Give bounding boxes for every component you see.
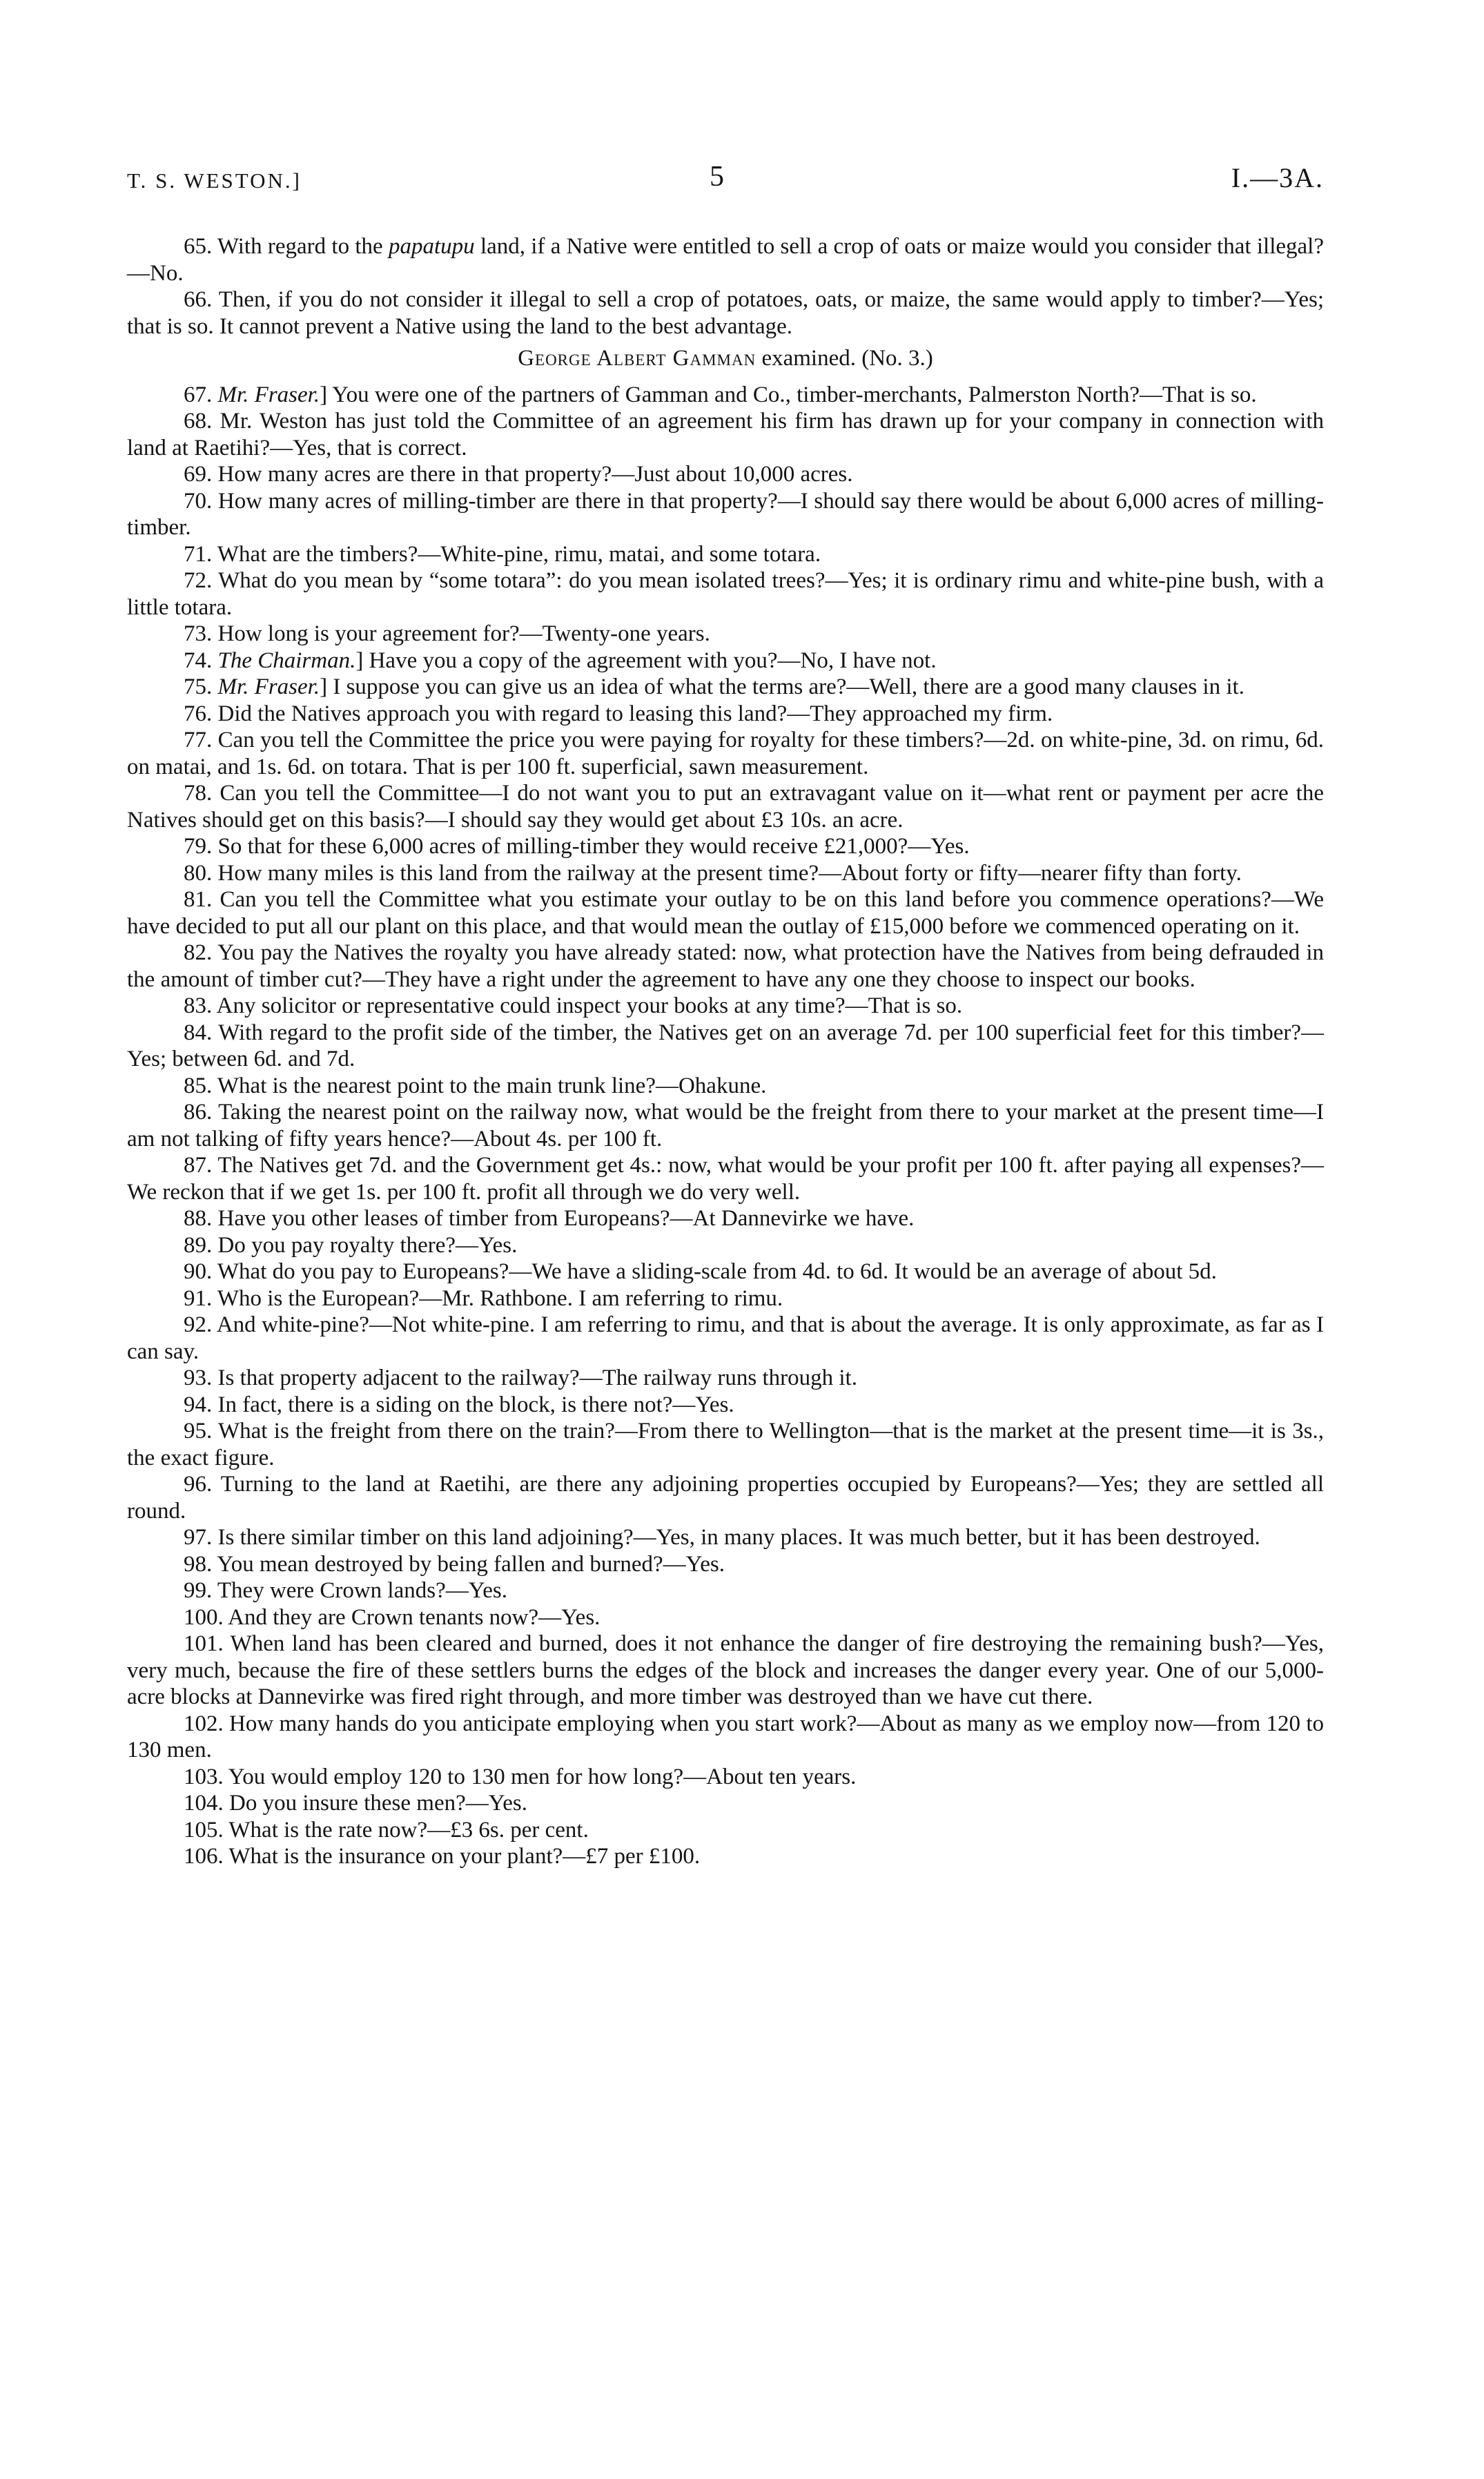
question-paragraph (127, 1711, 1324, 1764)
question-text: 72. What do you mean by “some totara”: do you mean isolated trees?—Yes; it is ordinary rimu and white-pine bush, with a little totara. (127, 568, 1324, 620)
question-paragraph (127, 621, 1324, 648)
question-text: 92. And white-pine?—Not white-pine. I am referring to rimu, and that is about the average. It is only approximate, as far as I can say. (127, 1312, 1324, 1364)
question-text: 96. Turning to the land at Raetihi, are there any adjoining properties occupied by Europeans?—Yes; they are settled all round. (127, 1472, 1324, 1524)
question-text: 70. How many acres of milling-timber are there in that property?—I should say there would be about 6,000 acres of milling-timber. (127, 488, 1324, 540)
question-text: 74. (184, 648, 218, 673)
question-text-continued: ] You were one of the partners of Gamman and Co., timber-merchants, Palmerston North?—That is so. (320, 382, 1257, 407)
question-paragraph (127, 701, 1324, 728)
speaker-name: papatupu (388, 234, 475, 259)
question-text: 66. Then, if you do not consider it illegal to sell a crop of potatoes, oats, or maize, the same would apply to timber?—Yes; that is so. It cannot prevent a Native using the land to the best advantage. (127, 287, 1324, 339)
question-paragraph (127, 1020, 1324, 1073)
question-text: 103. You would employ 120 to 130 men for how long?—About ten years. (184, 1764, 857, 1789)
question-paragraph (127, 1392, 1324, 1419)
question-paragraph (127, 233, 1324, 286)
question-text: 82. You pay the Natives the royalty you have already stated: now, what protection have the Natives from being defrauded in the amount of timber cut?—They have a right under the agreement to have any one they choose to inspect our books. (127, 940, 1324, 992)
question-text: 95. What is the freight from there on the train?—From there to Wellington—that is the market at the present time—it is 3s., the exact figure. (127, 1419, 1324, 1470)
question-paragraph (127, 860, 1324, 887)
question-paragraph (127, 1365, 1324, 1392)
question-text: 83. Any solicitor or representative could inspect your books at any time?—That is so. (184, 993, 963, 1018)
document-reference: I.—3A. (1231, 162, 1324, 193)
question-text: 86. Taking the nearest point on the railway now, what would be the freight from there to your market at the present time—I am not talking of fifty years hence?—About 4s. per 100 ft. (127, 1100, 1324, 1151)
question-paragraph (127, 567, 1324, 621)
page-number: 5 (710, 161, 724, 193)
speaker-name: The Chairman. (217, 648, 356, 673)
document-body (127, 233, 1324, 1870)
question-text: 81. Can you tell the Committee what you estimate your outlay to be on this land before you commence operations?—We have decided to put all our plant on this place, and that would mean the outlay of £15,000 before we commenced operating on it. (127, 887, 1324, 939)
question-text-continued: ] Have you a copy of the agreement with you?—No, I have not. (355, 648, 937, 673)
question-paragraph (127, 1312, 1324, 1365)
question-text: 69. How many acres are there in that property?—Just about 10,000 acres. (184, 462, 853, 487)
question-paragraph (127, 727, 1324, 780)
question-text: 102. How many hands do you anticipate employing when you start work?—About as many as we employ now—from 120 to 130 men. (127, 1711, 1324, 1762)
question-text: 80. How many miles is this land from the railway at the present time?—About forty or fifty—nearer fifty than forty. (184, 860, 1242, 886)
question-paragraph (127, 674, 1324, 701)
question-text: 98. You mean destroyed by being fallen and burned?—Yes. (184, 1551, 725, 1577)
question-text: 73. How long is your agreement for?—Twenty-one years. (184, 621, 710, 646)
speaker-name: Mr. Fraser. (217, 382, 320, 407)
question-text: 90. What do you pay to Europeans?—We have a sliding-scale from 4d. to 6d. It would be an average of about 5d. (184, 1259, 1217, 1284)
question-paragraph (127, 488, 1324, 541)
question-paragraph (127, 1099, 1324, 1152)
page-header (127, 159, 1324, 200)
question-paragraph (127, 382, 1324, 409)
question-paragraph (127, 1817, 1324, 1844)
question-paragraph (127, 1631, 1324, 1711)
question-paragraph (127, 940, 1324, 993)
question-paragraph (127, 541, 1324, 568)
question-paragraph (127, 1073, 1324, 1100)
question-text: 68. Mr. Weston has just told the Committee of an agreement his firm has drawn up for your company in connection with land at Raetihi?—Yes, that is correct. (127, 409, 1324, 460)
question-paragraph (127, 993, 1324, 1020)
question-text: 94. In fact, there is a siding on the block, is there not?—Yes. (184, 1392, 734, 1417)
question-paragraph (127, 1205, 1324, 1232)
question-text-continued: land, if a Native were entitled to sell a crop of oats or maize would you consider that illegal?—No. (127, 234, 1324, 286)
question-text: 97. Is there similar timber on this land adjoining?—Yes, in many places. It was much better, but it has been destroyed. (184, 1525, 1260, 1550)
question-paragraph (127, 1152, 1324, 1205)
speaker-name: Mr. Fraser. (217, 674, 320, 699)
question-text-continued: ] I suppose you can give us an idea of what the terms are?—Well, there are a good many clauses in it. (320, 674, 1244, 699)
preceding-questions (127, 233, 1324, 340)
question-text: 101. When land has been cleared and burned, does it not enhance the danger of fire destroying the remaining bush?—Yes, very much, because the fire of these settlers burns the edges of the block and increases the danger every year. One of our 5,000-acre blocks at Dannevirke was fired right through, and more timber was destroyed than we have cut there. (127, 1631, 1324, 1709)
question-paragraph (127, 1471, 1324, 1524)
question-paragraph (127, 1577, 1324, 1604)
question-text: 65. With regard to the (184, 234, 389, 259)
header-witness: T. S. WESTON.] (127, 168, 302, 193)
question-text: 77. Can you tell the Committee the price you were paying for royalty for these timbers?—2d. on white-pine, 3d. on rimu, 6d. on matai, and 1s. 6d. on totara. That is per 100 ft. superficial, sawn measurement. (127, 728, 1324, 779)
question-paragraph (127, 833, 1324, 860)
question-text: 99. They were Crown lands?—Yes. (184, 1578, 507, 1603)
question-text: 76. Did the Natives approach you with regard to leasing this land?—They approached my firm. (184, 701, 1053, 726)
question-text: 88. Have you other leases of timber from Europeans?—At Dannevirke we have. (184, 1206, 915, 1231)
question-text: 67. (184, 382, 218, 407)
question-text: 79. So that for these 6,000 acres of milling-timber they would receive £21,000?—Yes. (184, 834, 970, 859)
question-paragraph (127, 780, 1324, 833)
question-paragraph (127, 1790, 1324, 1817)
testimony (127, 382, 1324, 1870)
question-text: 89. Do you pay royalty there?—Yes. (184, 1232, 518, 1258)
question-text: 84. With regard to the profit side of the timber, the Natives get on an average 7d. per 100 superficial feet for this timber?—Yes; between 6d. and 7d. (127, 1020, 1324, 1071)
question-paragraph (127, 886, 1324, 940)
question-paragraph (127, 1258, 1324, 1285)
question-paragraph (127, 1604, 1324, 1631)
question-paragraph (127, 408, 1324, 461)
question-paragraph (127, 286, 1324, 340)
question-paragraph (127, 1843, 1324, 1870)
question-text: 100. And they are Crown tenants now?—Yes. (184, 1604, 601, 1630)
document-page (127, 159, 1324, 1870)
question-paragraph (127, 461, 1324, 488)
question-text: 93. Is that property adjacent to the railway?—The railway runs through it. (184, 1365, 857, 1390)
question-text: 85. What is the nearest point to the main trunk line?—Ohakune. (184, 1073, 767, 1098)
question-text: 105. What is the rate now?—£3 6s. per cent. (184, 1817, 589, 1843)
examination-label: examined. (No. 3.) (756, 346, 933, 371)
question-paragraph (127, 1764, 1324, 1791)
question-text: 104. Do you insure these men?—Yes. (184, 1791, 528, 1816)
question-text: 71. What are the timbers?—White-pine, rimu, matai, and some totara. (184, 541, 821, 567)
question-text: 91. Who is the European?—Mr. Rathbone. I am referring to rimu. (184, 1285, 783, 1311)
question-text: 75. (184, 674, 218, 699)
question-paragraph (127, 1551, 1324, 1578)
witness-name: George Albert Gamman (518, 346, 756, 371)
question-paragraph (127, 1232, 1324, 1259)
examination-heading (127, 345, 1324, 372)
question-text: 78. Can you tell the Committee—I do not want you to put an extravagant value on it—what rent or payment per acre the Natives should get on this basis?—I should say they would get about £3 10s. an acre. (127, 781, 1324, 833)
question-paragraph (127, 648, 1324, 674)
question-paragraph (127, 1418, 1324, 1471)
question-paragraph (127, 1285, 1324, 1312)
question-text: 106. What is the insurance on your plant?—£7 per £100. (184, 1844, 701, 1869)
question-paragraph (127, 1524, 1324, 1551)
question-text: 87. The Natives get 7d. and the Government get 4s.: now, what would be your profit per 100 ft. after paying all expenses?—We reckon that if we get 1s. per 100 ft. profit all through we do very well. (127, 1153, 1324, 1205)
